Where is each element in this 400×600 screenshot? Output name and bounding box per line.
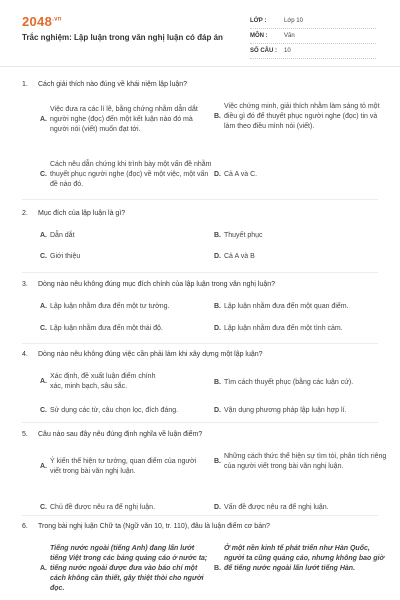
option-letter: C. xyxy=(40,253,47,260)
option-letter: D. xyxy=(214,407,221,414)
meta-row-subject xyxy=(250,29,376,44)
option-d[interactable] xyxy=(214,503,388,513)
option-text: Cách nêu dẫn chứng khi trình bày một vấn đề nhằm thuyết phục người nghe (đọc) về một việc, một vấn đề nào đó. xyxy=(50,161,212,188)
question-3 xyxy=(22,280,388,346)
question-stem xyxy=(22,430,388,440)
option-text: Việc đưa ra các lí lẽ, bằng chứng nhằm dẫn dắt người nghe (đọc) đến một kết luận nào đó mà người nói (viết) muốn đạt tới. xyxy=(50,106,198,133)
question-1 xyxy=(22,80,388,206)
question-2 xyxy=(22,209,388,275)
question-number: 4. xyxy=(22,351,28,358)
meta-value: Lớp 10 xyxy=(284,18,303,24)
question-text: Trong bài nghị luận Chữ ta (Ngữ văn 10, tr. 110), đâu là luận điểm cơ bản? xyxy=(38,523,270,530)
option-text: Lập luận nhằm đưa đến một thái độ. xyxy=(50,325,163,332)
option-a[interactable] xyxy=(40,544,212,594)
option-letter: A. xyxy=(40,303,47,310)
options xyxy=(22,366,388,426)
meta-key: SỐ CÂU : xyxy=(250,48,277,54)
option-text: Vận dụng phương pháp lập luận hợp lí. xyxy=(224,407,347,414)
meta-value: 10 xyxy=(284,48,291,54)
option-c[interactable] xyxy=(40,406,212,416)
meta-value: Văn xyxy=(284,33,295,39)
options xyxy=(22,538,388,600)
option-text: Lập luận nhằm đưa đến một quan điểm. xyxy=(224,303,349,310)
option-d[interactable] xyxy=(214,324,388,334)
option-letter: A. xyxy=(40,463,47,470)
options xyxy=(22,225,388,275)
question-separator xyxy=(22,515,378,516)
option-text: Cả A và C. xyxy=(224,171,258,178)
option-letter: B. xyxy=(214,232,221,239)
meta-key: MÔN : xyxy=(250,33,268,39)
question-4 xyxy=(22,350,388,426)
question-separator xyxy=(22,272,378,273)
option-letter: B. xyxy=(214,113,221,120)
site-logo[interactable] xyxy=(22,14,62,29)
option-text: Những cách thức thể hiện sự tìm tòi, phân tích riêng của người viết trong bài văn nghị luận. xyxy=(224,453,387,470)
option-letter: D. xyxy=(214,253,221,260)
question-stem xyxy=(22,280,388,290)
option-b[interactable] xyxy=(214,378,388,388)
option-letter: D. xyxy=(214,171,221,178)
document-title: Trắc nghiệm: Lập luận trong văn nghị luận có đáp án xyxy=(22,33,223,42)
logo-suffix: .vn xyxy=(52,16,62,23)
option-d[interactable] xyxy=(214,170,388,180)
question-number: 6. xyxy=(22,523,28,530)
option-text: Dẫn dắt xyxy=(50,232,75,239)
option-d[interactable] xyxy=(214,252,388,262)
question-number: 3. xyxy=(22,281,28,288)
question-stem xyxy=(22,522,388,532)
option-letter: C. xyxy=(40,407,47,414)
option-a[interactable] xyxy=(40,372,212,392)
header-divider xyxy=(0,66,400,67)
question-text: Dòng nào nêu không đúng mục đích chính của lập luận trong văn nghị luận? xyxy=(38,281,276,288)
options xyxy=(22,96,388,206)
option-b[interactable] xyxy=(214,302,388,312)
option-text: Thuyết phục xyxy=(224,232,263,239)
option-c[interactable] xyxy=(40,252,212,262)
option-text: Xác định, đề xuất luận điểm chính xác, minh bạch, sâu sắc. xyxy=(50,373,156,390)
option-letter: B. xyxy=(214,458,221,465)
option-b[interactable] xyxy=(214,231,388,241)
option-letter: C. xyxy=(40,325,47,332)
option-c[interactable] xyxy=(40,324,212,334)
option-c[interactable] xyxy=(40,160,212,190)
question-text: Câu nào sau đây nêu đúng định nghĩa về luận điểm? xyxy=(38,431,203,438)
option-b[interactable] xyxy=(214,452,388,472)
option-text: Ở một nền kinh tế phát triển như Hàn Quốc, người ta cũng quảng cáo, nhưng không bao giờ để tiếng nước ngoài lấn lướt tiếng Hàn. xyxy=(224,545,385,572)
option-text: Việc chứng minh, giải thích nhằm làm sáng tỏ một điều gì đó để thuyết phục người nghe (đọc) tin và làm theo điều mình nói (viết). xyxy=(224,103,380,130)
option-letter: D. xyxy=(214,325,221,332)
option-text: Lập luận nhằm đưa đến một tư tưởng. xyxy=(50,303,170,310)
question-stem xyxy=(22,80,388,90)
options xyxy=(22,446,388,526)
meta-box xyxy=(250,14,376,59)
option-text: Ý kiến thể hiện tư tưởng, quan điểm của người viết trong bài văn nghị luận. xyxy=(50,458,197,475)
question-stem xyxy=(22,350,388,360)
option-text: Lập luận nhằm đưa đến một tình cảm. xyxy=(224,325,343,332)
option-d[interactable] xyxy=(214,406,388,416)
option-a[interactable] xyxy=(40,457,212,477)
options xyxy=(22,296,388,346)
question-stem xyxy=(22,209,388,219)
option-c[interactable] xyxy=(40,503,212,513)
option-letter: B. xyxy=(214,303,221,310)
question-text: Dòng nào nêu không đúng việc cần phải làm khi xây dựng một lập luận? xyxy=(38,351,263,358)
meta-key: LỚP : xyxy=(250,18,267,24)
logo-text: 2048 xyxy=(22,14,53,29)
question-text: Cách giải thích nào đúng về khái niệm lập luận? xyxy=(38,81,188,88)
option-text: Chủ đề được nêu ra để nghị luận. xyxy=(50,504,156,511)
meta-row-class xyxy=(250,14,376,29)
option-letter: C. xyxy=(40,504,47,511)
meta-row-count xyxy=(250,44,376,59)
option-letter: B. xyxy=(214,565,221,572)
question-number: 1. xyxy=(22,81,28,88)
option-letter: C. xyxy=(40,171,47,178)
question-separator xyxy=(22,343,378,344)
question-5 xyxy=(22,430,388,526)
option-letter: A. xyxy=(40,565,47,572)
option-b[interactable] xyxy=(214,102,388,132)
option-letter: B. xyxy=(214,379,221,386)
question-text: Mục đích của lập luận là gì? xyxy=(38,210,126,217)
option-a[interactable] xyxy=(40,231,212,241)
option-b[interactable] xyxy=(214,544,388,574)
option-text: Cả A và B xyxy=(224,253,255,260)
question-number: 5. xyxy=(22,431,28,438)
option-letter: A. xyxy=(40,378,47,385)
option-letter: A. xyxy=(40,116,47,123)
question-6 xyxy=(22,522,388,600)
option-text: Sử dụng các từ, câu chọn lọc, đích đáng. xyxy=(50,407,179,414)
option-letter: A. xyxy=(40,232,47,239)
option-text: Tìm cách thuyết phục (bằng các luận cứ). xyxy=(224,379,354,386)
option-a[interactable] xyxy=(40,105,212,135)
option-text: Vấn đề được nêu ra để nghị luận. xyxy=(224,504,329,511)
option-text: Giới thiệu xyxy=(50,253,81,260)
option-letter: D. xyxy=(214,504,221,511)
option-text: Tiếng nước ngoài (tiếng Anh) đang lấn lướt tiếng Việt trong các bảng quảng cáo ở nước ta; tiếng nước ngoài được đưa vào báo chí một cách không cần thiết, gây thiệt thòi cho người đọc. xyxy=(50,545,208,592)
question-separator xyxy=(22,422,378,423)
question-number: 2. xyxy=(22,210,28,217)
question-separator xyxy=(22,199,378,200)
option-a[interactable] xyxy=(40,302,212,312)
